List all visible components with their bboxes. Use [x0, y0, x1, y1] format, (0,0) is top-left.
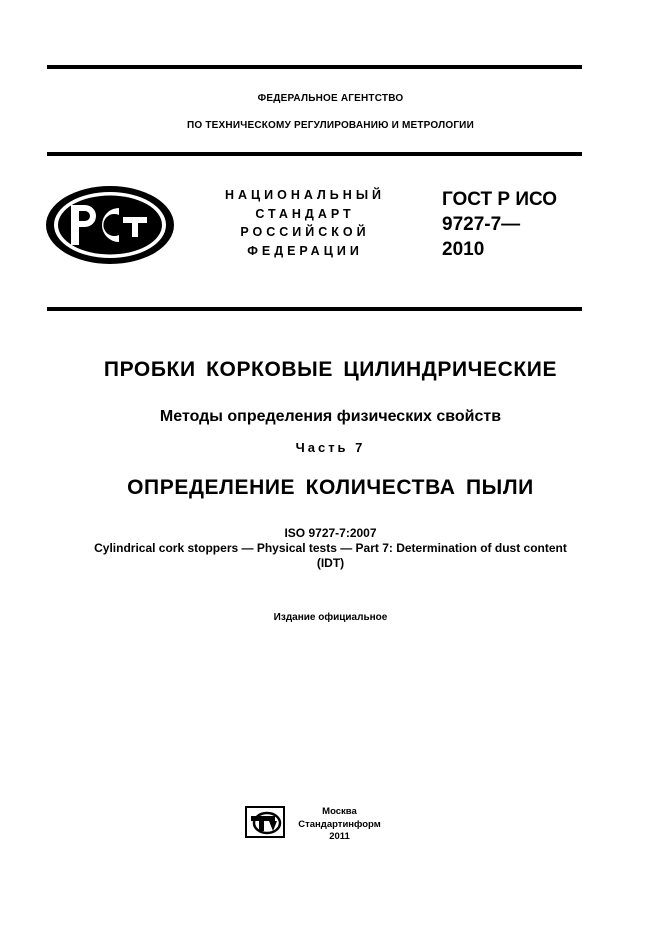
iso-degree: (IDT)	[316, 556, 345, 570]
document-subtitle: Методы определения физических свойств	[159, 408, 502, 425]
agency-line-2: ПО ТЕХНИЧЕСКОМУ РЕГУЛИРОВАНИЮ И МЕТРОЛОГИИ	[187, 120, 474, 131]
rst-gost-logo-icon	[44, 184, 176, 266]
iso-reference	[0, 526, 661, 571]
document-title: ПРОБКИ КОРКОВЫЕ ЦИЛИНДРИЧЕСКИЕ	[103, 358, 558, 381]
header-bottom-rule	[47, 152, 582, 156]
national-line: СТАНДАРТ	[255, 206, 355, 221]
publisher-city: Москва	[322, 806, 357, 817]
national-line: НАЦИОНАЛЬНЫЙ	[224, 188, 386, 202]
iso-number: ISO 9727-7:2007	[284, 526, 377, 540]
iso-english-title: Cylindrical cork stoppers — Physical tests — Part 7: Determination of dust content	[94, 541, 567, 555]
edition-label: Издание официальное	[273, 612, 388, 623]
standard-designation	[442, 187, 557, 262]
national-line: РОССИЙСКОЙ	[240, 225, 370, 239]
agency-line-1: ФЕДЕРАЛЬНОЕ АГЕНТСТВО	[257, 93, 404, 104]
publisher-name: Стандартинформ	[298, 818, 381, 830]
designation-line: ГОСТ Р ИСО	[442, 189, 558, 210]
publisher-year: 2011	[329, 831, 350, 842]
publisher-block	[292, 806, 387, 844]
designation-line: 9727-7—	[442, 214, 521, 235]
national-standard-label	[210, 186, 400, 260]
national-line: ФЕДЕРАЦИИ	[247, 243, 363, 258]
part-number: Часть 7	[295, 440, 366, 455]
standard-block-bottom-rule	[47, 307, 582, 311]
designation-line: 2010	[442, 239, 485, 260]
standartinform-logo-icon	[245, 806, 285, 838]
top-rule	[47, 65, 582, 69]
part-title: ОПРЕДЕЛЕНИЕ КОЛИЧЕСТВА ПЫЛИ	[127, 476, 534, 499]
